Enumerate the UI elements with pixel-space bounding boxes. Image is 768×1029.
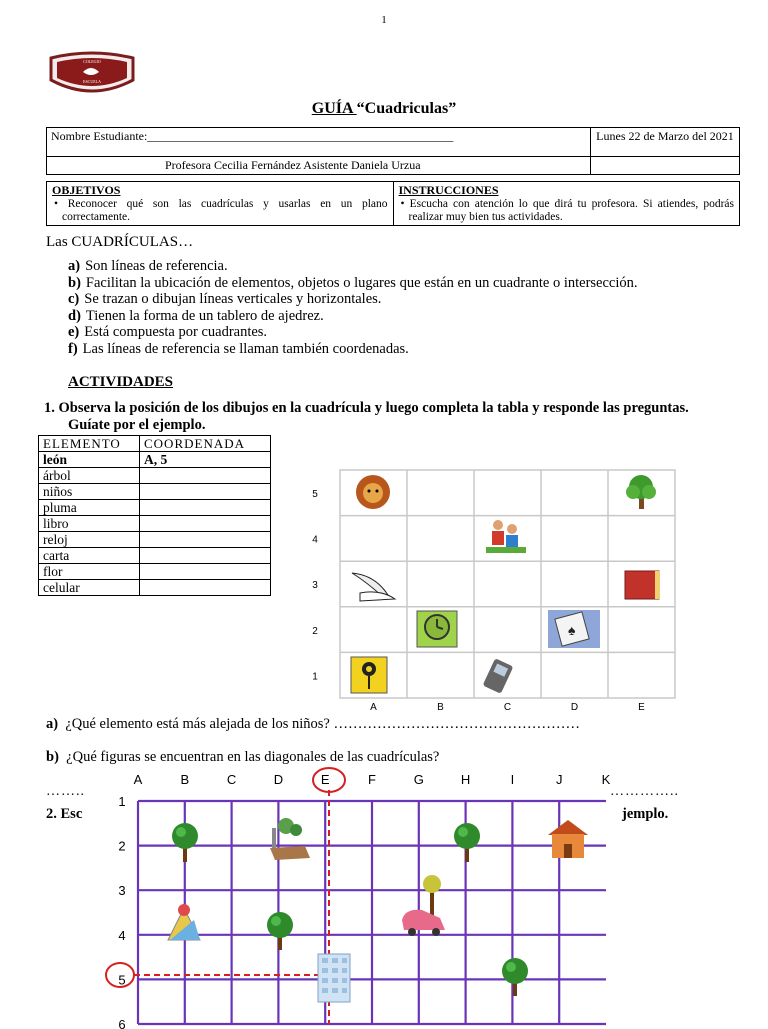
grid1-row-label-5: 5 xyxy=(312,489,318,500)
svg-text:♠: ♠ xyxy=(568,624,576,639)
instructions-text: • Escucha con atención lo que dirá tu profesora. Si atiendes, podrás realizar muy bien tus actividades. xyxy=(400,198,734,223)
table-header-element: ELEMENTO xyxy=(39,436,140,452)
answer-cell[interactable] xyxy=(140,564,271,580)
grid1-row-label-3: 3 xyxy=(312,580,318,592)
empty-cell xyxy=(591,157,740,175)
activities-heading: ACTIVIDADES xyxy=(68,374,174,390)
grid2-row-label-5: 5 xyxy=(118,972,126,988)
table-row: pluma xyxy=(39,500,271,516)
question-2-start: 2. Esc xyxy=(46,806,83,822)
grid1-row-label-2: 2 xyxy=(312,625,318,637)
objectives-title: OBJETIVOS xyxy=(52,183,121,197)
grid2-row-label-4: 4 xyxy=(118,927,126,943)
page-title xyxy=(0,100,768,118)
list-item: b) Facilitan la ubicación de elementos, objetos o lugares que están en un cuadrante o intersección. xyxy=(68,274,638,291)
grid2-row-label-2: 2 xyxy=(118,838,126,854)
grid2-col-label-E: E xyxy=(320,772,330,787)
logo-text-1: COLEGIO xyxy=(83,59,101,64)
table-header-coordinate: COORDENADA xyxy=(140,436,271,452)
table-row: reloj xyxy=(39,532,271,548)
instructions-cell xyxy=(393,182,740,226)
question-b: b) ¿Qué figuras se encuentran en las diagonales de las cuadrículas? xyxy=(46,749,440,765)
answer-cell[interactable] xyxy=(140,484,271,500)
grid1-col-label-D: D xyxy=(570,702,579,713)
list-item: d) Tienen la forma de un tablero de ajedrez. xyxy=(68,307,324,324)
coordinates-table xyxy=(38,435,271,596)
grid2-row-label-3: 3 xyxy=(118,883,126,899)
answer-line-right: ………….. xyxy=(610,784,679,799)
answer-line-left: …….. xyxy=(46,784,85,799)
lion-picture xyxy=(356,475,390,509)
list-item: f) Las líneas de referencia se llaman también coordenadas. xyxy=(68,340,409,357)
picture-grid-svg xyxy=(300,465,685,715)
question-2-end: jemplo. xyxy=(622,806,669,822)
grid1-col-label-E: E xyxy=(638,702,645,713)
table-row: león A, 5 xyxy=(39,452,271,468)
table-row: árbol xyxy=(39,468,271,484)
objectives-cell xyxy=(47,182,394,226)
table-row: celular xyxy=(39,580,271,596)
grid1-col-label-B: B xyxy=(437,702,444,713)
list-item: a) Son líneas de referencia. xyxy=(68,258,228,274)
grid2-col-label-J: J xyxy=(555,772,563,787)
grid2-col-label-B: B xyxy=(180,772,190,787)
logo-text-2: ESCUELA xyxy=(83,79,101,84)
grid1-col-label-C: C xyxy=(503,702,512,713)
teachers-cell: Profesora Cecilia Fernández Asistente Daniela Urzua xyxy=(47,157,591,175)
date-cell: Lunes 22 de Marzo del 2021 xyxy=(591,128,740,157)
instructions-title: INSTRUCCIONES xyxy=(398,183,499,197)
grid2-col-label-K: K xyxy=(601,772,611,787)
grid2-col-label-I: I xyxy=(510,772,515,787)
map-grid-svg xyxy=(100,768,630,1029)
grid1-row-label-1: 1 xyxy=(312,671,318,683)
table-row: flor xyxy=(39,564,271,580)
answer-cell[interactable] xyxy=(140,532,271,548)
student-name-cell[interactable] xyxy=(47,128,591,157)
page-number: 1 xyxy=(381,14,387,26)
table-row: carta xyxy=(39,548,271,564)
answer-cell[interactable] xyxy=(140,580,271,596)
grid2-row-label-1: 1 xyxy=(118,794,126,809)
grid2-row-label-6: 6 xyxy=(118,1017,126,1029)
building-icon xyxy=(318,954,350,1002)
title-rest: “Cuadriculas” xyxy=(356,100,457,117)
grid2-col-label-C: C xyxy=(226,772,237,787)
book-picture xyxy=(625,571,660,599)
title-underlined: GUÍA xyxy=(311,100,357,117)
grid2-col-label-F: F xyxy=(368,772,376,787)
grid2-col-label-A: A xyxy=(133,772,143,787)
answer-cell[interactable] xyxy=(140,500,271,516)
header-table xyxy=(46,127,740,175)
table-row: libro xyxy=(39,516,271,532)
picture-grid xyxy=(300,465,685,715)
school-logo xyxy=(47,50,137,98)
grid2-col-label-D: D xyxy=(273,772,284,787)
list-item: e) Está compuesta por cuadrantes. xyxy=(68,324,268,340)
list-item: c) Se trazan o dibujan líneas verticales y horizontales. xyxy=(68,291,382,307)
clock-picture xyxy=(417,611,457,647)
flower-picture xyxy=(351,657,387,693)
objectives-text: • Reconocer qué son las cuadrículas y usarlas en un plano correctamente. xyxy=(54,198,388,223)
answer-cell[interactable] xyxy=(140,548,271,564)
intro-text: Las CUADRÍCULAS… xyxy=(46,234,194,250)
facts-list xyxy=(68,258,708,357)
question-1: 1. Observa la posición de los dibujos en la cuadrícula y luego completa la tabla y responde las preguntas. Guíate por el ejemplo. xyxy=(44,400,689,433)
grid2-col-label-H: H xyxy=(460,772,471,787)
student-name-label: Nombre Estudiante:___________________________________________________ xyxy=(51,129,454,143)
card-picture xyxy=(548,610,600,648)
answer-cell[interactable] xyxy=(140,516,271,532)
objectives-table xyxy=(46,181,740,226)
table-row: niños xyxy=(39,484,271,500)
answer-cell[interactable] xyxy=(140,468,271,484)
grid1-row-label-4: 4 xyxy=(312,534,318,546)
logo-text-3: CHILE xyxy=(86,89,98,93)
map-grid xyxy=(100,768,630,1029)
grid1-col-label-A: A xyxy=(370,702,377,713)
question-a: a) ¿Qué elemento está más alejada de los niños? …………………………………………… xyxy=(46,716,580,732)
grid2-col-label-G: G xyxy=(413,772,424,787)
